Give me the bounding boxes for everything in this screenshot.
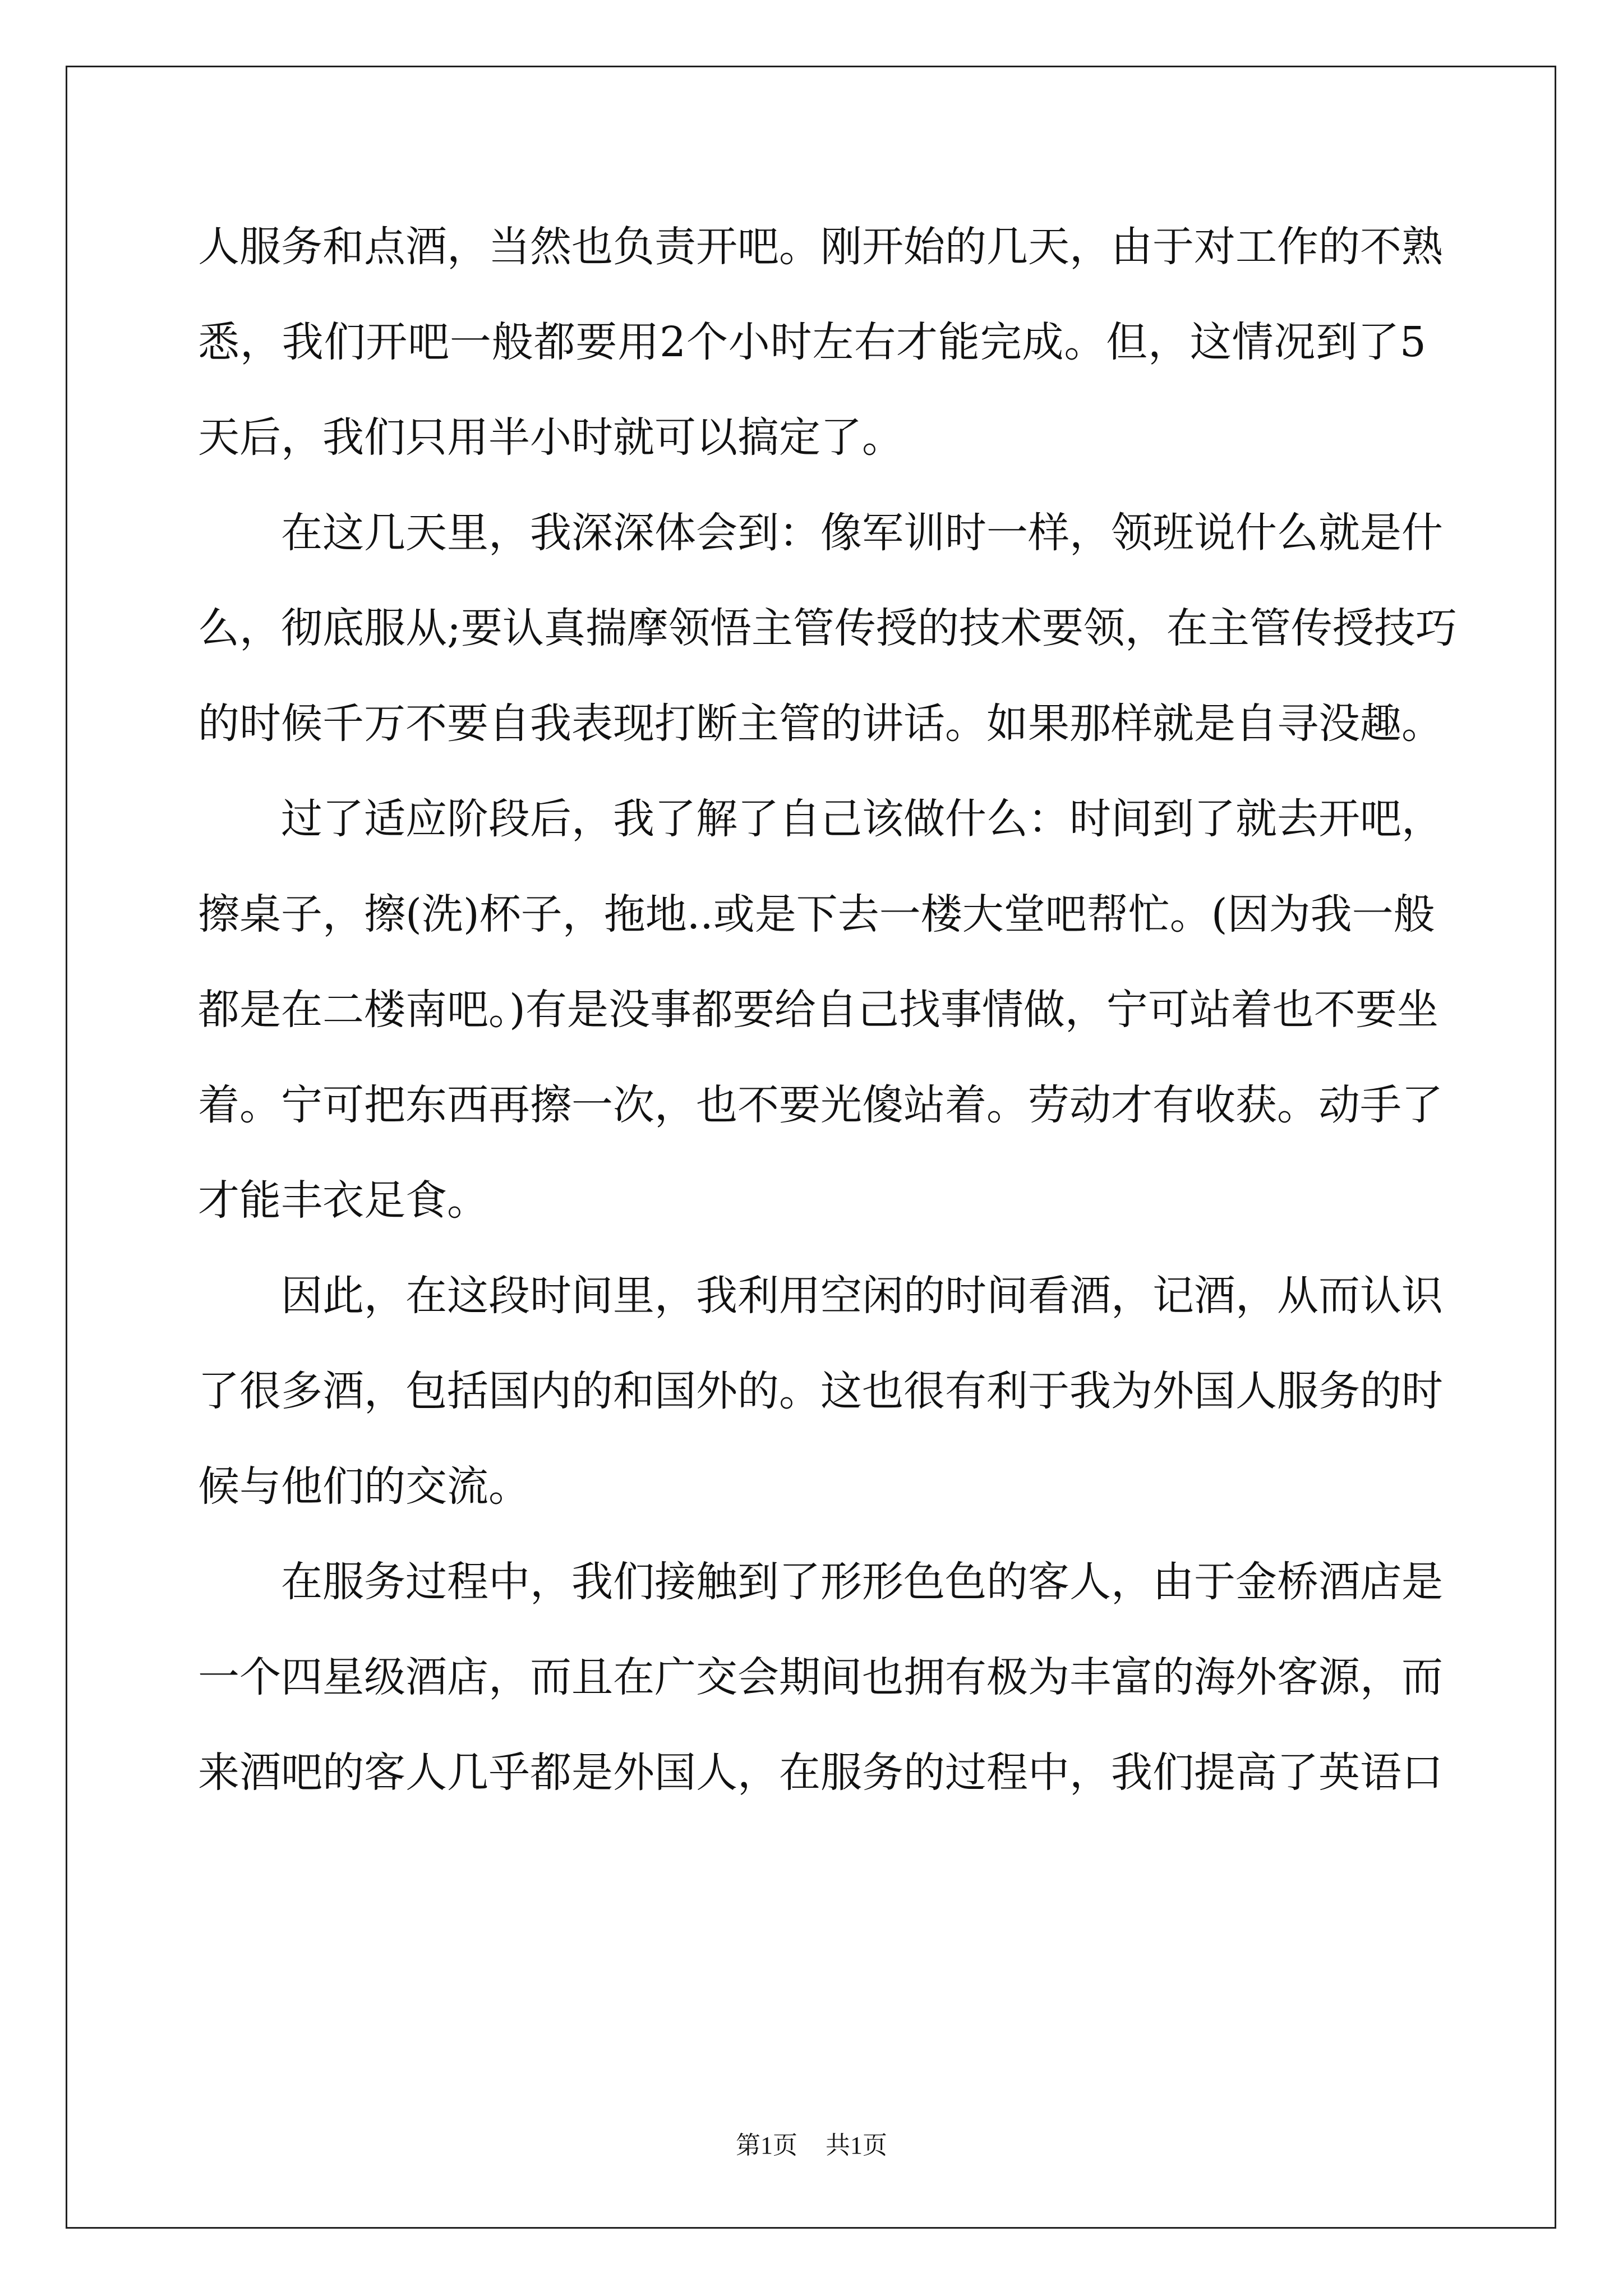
text-line: 都是在二楼南吧。)有是没事都要给自己找事情做，宁可站着也不要坐	[198, 986, 1438, 1034]
paragraph-start-line: 过了适应阶段后，我了解了自己该做什么：时间到了就去开吧，	[281, 795, 1443, 843]
text-line: 着。宁可把东西再擦一次，也不要光傻站着。劳动才有收获。动手了	[198, 1081, 1443, 1129]
text-line: 一个四星级酒店，而且在广交会期间也拥有极为丰富的海外客源，而	[198, 1653, 1443, 1701]
text-line: 才能丰衣足食。	[198, 1176, 488, 1225]
text-line: 擦桌子，擦(洗)杯子，拖地..或是下去一楼大堂吧帮忙。(因为我一般	[198, 890, 1435, 938]
page-footer	[0, 2125, 1623, 2161]
paragraph-start-line: 在这几天里，我深深体会到：像军训时一样，领班说什么就是什	[281, 509, 1443, 557]
text-line: 了很多酒，包括国内的和国外的。这也很有利于我为外国人服务的时	[198, 1367, 1443, 1415]
page-number: 第1页	[736, 2132, 797, 2159]
page-border	[66, 66, 1556, 2229]
text-line: 天后，我们只用半小时就可以搞定了。	[198, 413, 903, 462]
paragraph-start-line: 在服务过程中，我们接触到了形形色色的客人，由于金桥酒店是	[281, 1558, 1443, 1606]
text-line: 人服务和点酒，当然也负责开吧。刚开始的几天，由于对工作的不熟	[198, 223, 1443, 271]
text-line: 的时候千万不要自我表现打断主管的讲话。如果那样就是自寻没趣。	[198, 700, 1443, 748]
page-total: 共1页	[826, 2132, 887, 2159]
text-line: 悉，我们开吧一般都要用2个小时左右才能完成。但，这情况到了5	[198, 318, 1426, 366]
text-line: 来酒吧的客人几乎都是外国人，在服务的过程中，我们提高了英语口	[198, 1749, 1443, 1797]
text-line: 么，彻底服从;要认真揣摩领悟主管传授的技术要领，在主管传授技巧	[198, 604, 1457, 652]
text-line: 候与他们的交流。	[198, 1462, 530, 1511]
paragraph-start-line: 因此，在这段时间里，我利用空闲的时间看酒，记酒，从而认识	[281, 1272, 1443, 1320]
